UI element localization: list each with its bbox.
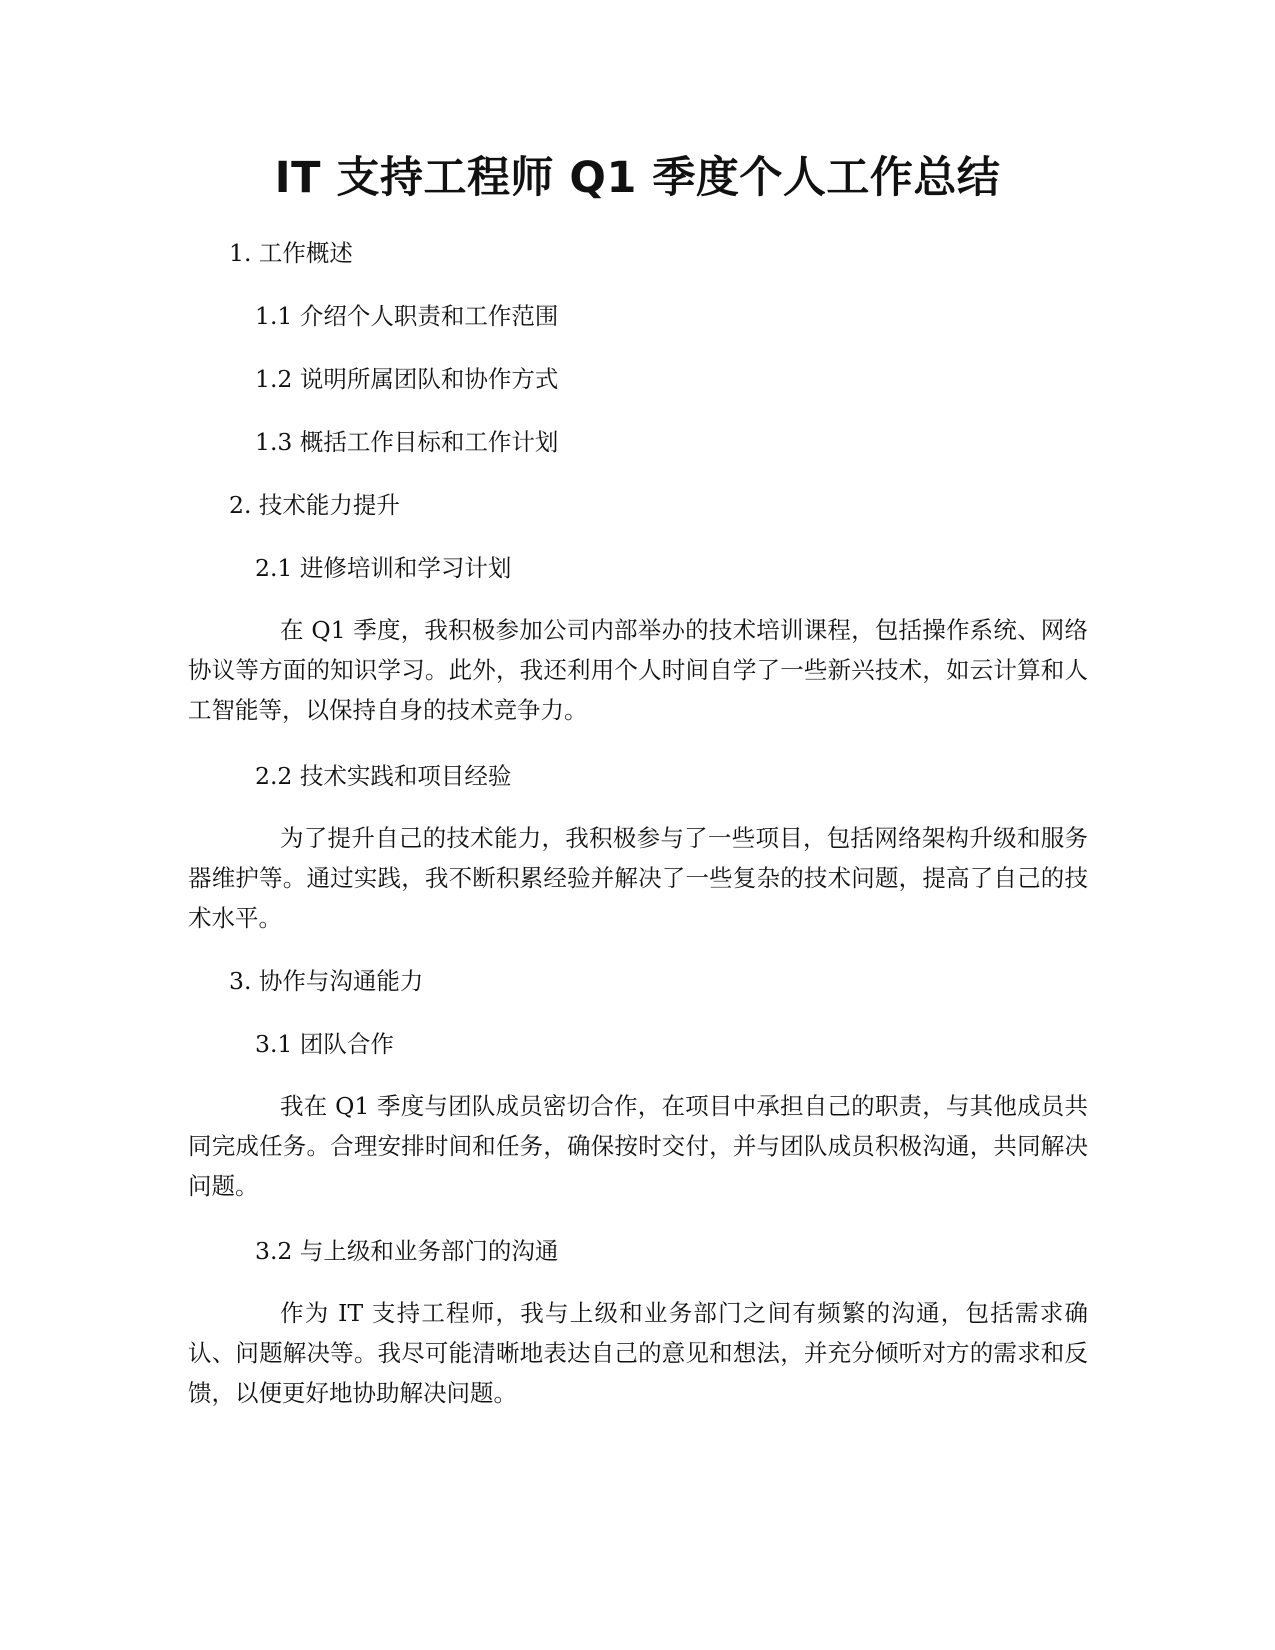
section-2-2-heading: 2.2 技术实践和项目经验 [255,762,512,790]
section-1-3-heading: 1.3 概括工作目标和工作计划 [255,428,559,456]
section-3-heading: 3. 协作与沟通能力 [229,967,424,995]
section-3-2-heading: 3.2 与上级和业务部门的沟通 [255,1237,559,1265]
section-3-1-heading: 3.1 团队合作 [255,1030,394,1058]
section-3-2-paragraph: 作为 IT 支持工程师，我与上级和业务部门之间有频繁的沟通，包括需求确认、问题解决等。我尽可能清晰地表达自己的意见和想法，并充分倾听对方的需求和反馈，以便更好地协助解决问题。 [188,1299,1088,1407]
document-title: IT 支持工程师 Q1 季度个人工作总结 [274,153,1001,203]
section-1-1-heading: 1.1 介绍个人职责和工作范围 [255,302,559,330]
section-1-2-heading: 1.2 说明所属团队和协作方式 [255,365,559,393]
section-2-1-heading: 2.1 进修培训和学习计划 [255,554,512,582]
section-2-heading: 2. 技术能力提升 [229,491,400,519]
section-2-2-paragraph: 为了提升自己的技术能力，我积极参与了一些项目，包括网络架构升级和服务器维护等。通过实践，我不断积累经验并解决了一些复杂的技术问题，提高了自己的技术水平。 [188,824,1088,932]
section-2-1-paragraph: 在 Q1 季度，我积极参加公司内部举办的技术培训课程，包括操作系统、网络协议等方面的知识学习。此外，我还利用个人时间自学了一些新兴技术，如云计算和人工智能等，以保持自身的技术竞争力。 [188,616,1088,724]
section-3-1-paragraph: 我在 Q1 季度与团队成员密切合作，在项目中承担自己的职责，与其他成员共同完成任务。合理安排时间和任务，确保按时交付，并与团队成员积极沟通，共同解决问题。 [188,1092,1088,1200]
section-1-heading: 1. 工作概述 [229,239,353,267]
